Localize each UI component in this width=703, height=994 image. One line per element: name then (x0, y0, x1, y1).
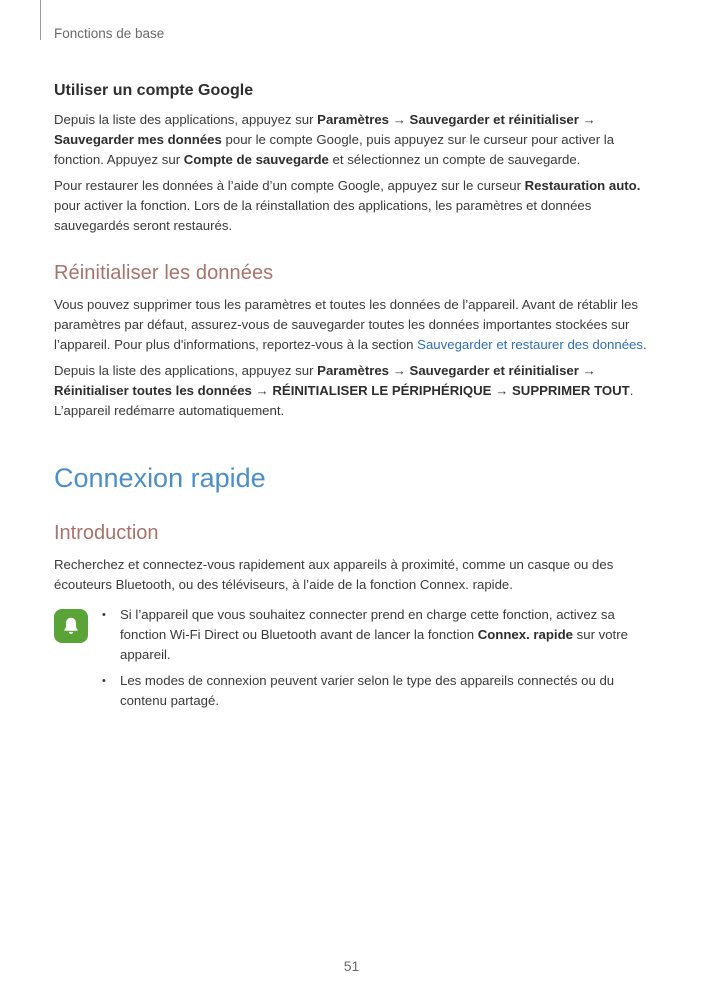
page-number: 51 (343, 958, 360, 974)
page-content (54, 82, 654, 717)
note-block (54, 605, 654, 711)
running-header: Fonctions de base (54, 26, 165, 41)
bullet: • (102, 675, 106, 687)
google-paragraph-1: Depuis la liste des applications, appuyez sur Paramètres → Sauvegarder et réinitialiser → Sauvegarder mes données pour le compte Google, puis appuyez sur le curseur pour activer la fonction. Appuyez sur Compte de sauvegarde et sélectionnez un compte de sauvegarde. (54, 112, 615, 167)
reset-paragraph-2: Depuis la liste des applications, appuyez sur Paramètres → Sauvegarder et réinitialiser → Réinitialiser toutes les données → RÉINITIALISER LE PÉRIPHÉRIQUE → SUPPRIMER TOUT. L’appareil redémarre automatiquement. (54, 363, 634, 418)
reset-heading: Réinitialiser les données (54, 262, 274, 284)
bullet: • (102, 609, 106, 621)
chapter-title: Connexion rapide (54, 463, 266, 493)
google-account-heading: Utiliser un compte Google (54, 82, 254, 99)
note-list (102, 605, 654, 711)
introduction-heading: Introduction (54, 522, 159, 544)
header-divider (40, 0, 41, 40)
backup-restore-link[interactable]: Sauvegarder et restaurer des données (417, 337, 643, 352)
reset-paragraph-1: Vous pouvez supprimer tous les paramètres et toutes les données de l’appareil. Avant de rétablir les paramètres par défaut, assurez-vous de sauvegarder toutes les données importantes stockées sur l’appareil. Pour plus d'informations, reportez-vous à la section Sauvegarder et restaurer des données. (54, 297, 647, 352)
note-item: • Les modes de connexion peuvent varier selon le type des appareils connectés ou du contenu partagé. (102, 673, 615, 708)
bell-icon (54, 609, 88, 643)
note-item: • Si l’appareil que vous souhaitez connecter prend en charge cette fonction, activez sa fonction Wi-Fi Direct ou Bluetooth avant de lancer la fonction Connex. rapide sur votre appareil. (102, 607, 628, 662)
google-paragraph-2: Pour restaurer les données à l’aide d’un compte Google, appuyez sur le curseur Restauration auto. pour activer la fonction. Lors de la réinstallation des applications, les paramètres et données sauvegardés seront restaurés. (54, 178, 641, 233)
intro-paragraph: Recherchez et connectez-vous rapidement aux appareils à proximité, comme un casque ou des écouteurs Bluetooth, ou des téléviseurs, à l’aide de la fonction Connex. rapide. (54, 557, 614, 592)
